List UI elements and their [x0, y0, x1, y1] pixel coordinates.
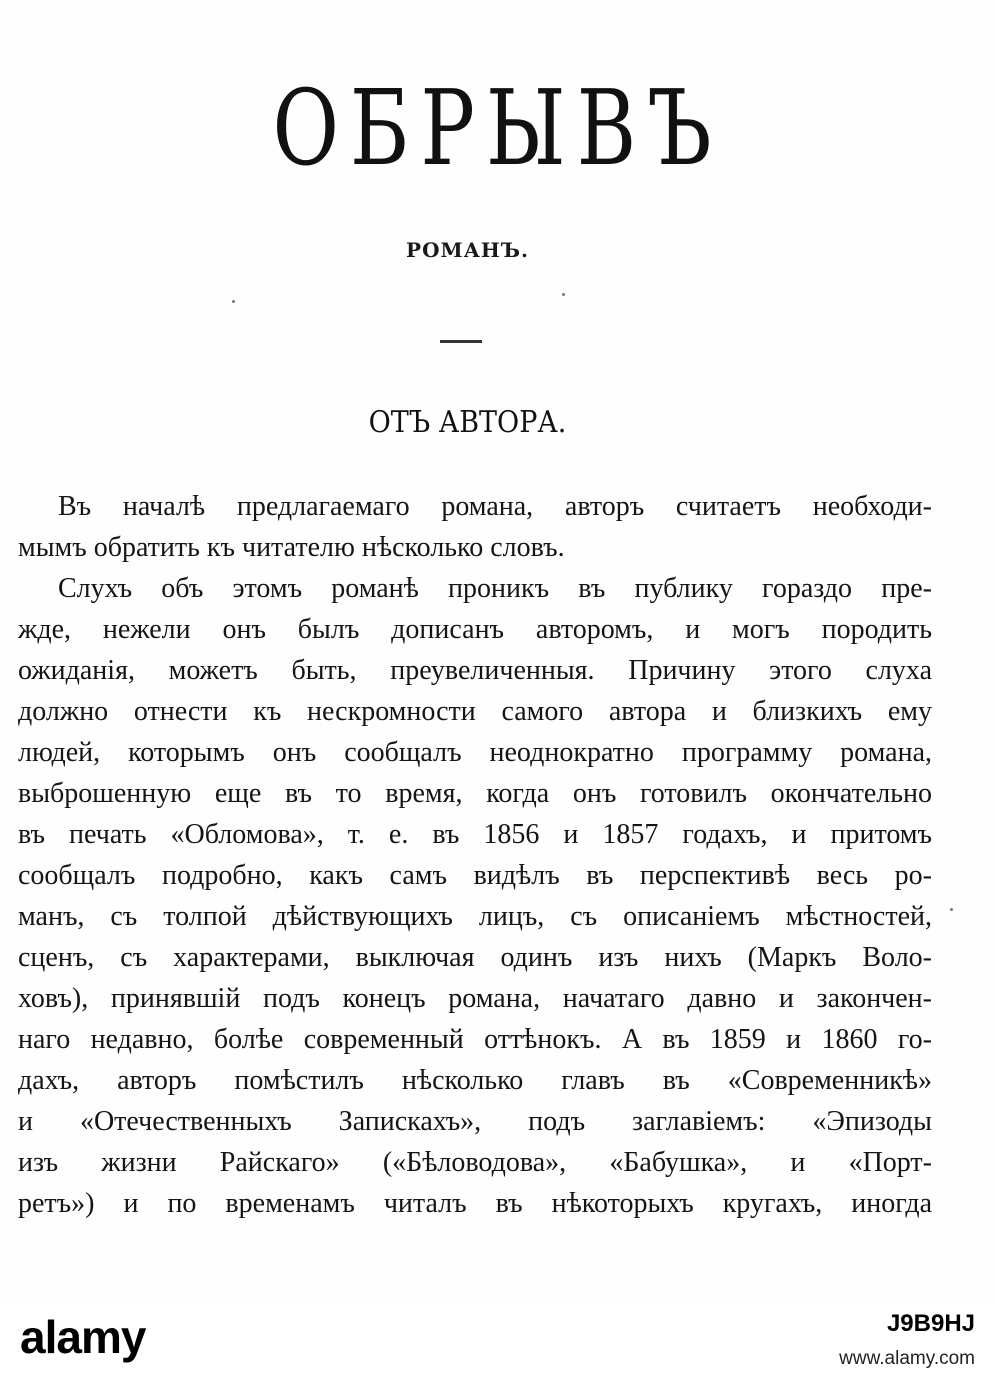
text-line: выброшенную еще въ то время, когда онъ готовилъ окончательно	[18, 778, 932, 809]
text-line: ретъ») и по временамъ читалъ въ нѣкоторыхъ кругахъ, иногда	[18, 1188, 932, 1219]
section-heading: ОТЪ АВТОРА.	[368, 405, 567, 440]
text-line: дахъ, авторъ помѣстилъ нѣсколько главъ въ «Современникѣ»	[18, 1065, 932, 1096]
text-line: Въ началѣ предлагаемаго романа, авторъ считаетъ необходи-	[58, 491, 932, 522]
text-line: должно отнести къ нескромности самого автора и близкихъ ему	[18, 696, 932, 727]
text-line: изъ жизни Райскаго» («Бѣловодова», «Бабушка», и «Порт-	[18, 1147, 932, 1178]
body-text	[18, 486, 932, 1224]
text-line: въ печать «Обломова», т. е. въ 1856 и 1857 годахъ, и притомъ	[18, 819, 932, 850]
stock-footer	[0, 1300, 995, 1390]
speck-mark	[562, 293, 565, 296]
book-title: ОБРЫВЪ	[272, 67, 723, 189]
text-line: сценъ, съ характерами, выключая одинъ изъ нихъ (Маркъ Воло-	[18, 942, 932, 973]
text-line: жде, нежели онъ былъ дописанъ авторомъ, и могъ породить	[18, 614, 932, 645]
text-line: и «Отечественныхъ Запискахъ», подъ заглавіемъ: «Эпизоды	[18, 1106, 932, 1137]
text-line: людей, которымъ онъ сообщалъ неоднократно программу романа,	[18, 737, 932, 768]
book-subtitle: РОМАНЪ.	[406, 238, 529, 262]
text-line: мымъ обратить къ читателю нѣсколько словъ.	[18, 532, 565, 563]
text-line: манъ, съ толпой дѣйствующихъ лицъ, съ описаніемъ мѣстностей,	[18, 901, 932, 932]
alamy-logo: alamy	[20, 1311, 146, 1363]
divider-rule	[440, 340, 482, 343]
text-line: Слухъ объ этомъ романѣ проникъ въ публику гораздо пре-	[58, 573, 932, 604]
speck-mark	[950, 908, 953, 911]
speck-mark	[232, 300, 235, 303]
text-line: сообщалъ подробно, какъ самъ видѣлъ въ перспективѣ весь ро-	[18, 860, 932, 891]
image-id: J9B9HJ	[886, 1310, 975, 1337]
site-url: www.alamy.com	[839, 1348, 975, 1369]
text-line: ожиданія, можетъ быть, преувеличенныя. Причину этого слуха	[18, 655, 932, 686]
text-line: наго недавно, болѣе современный оттѣнокъ. А въ 1859 и 1860 го-	[18, 1024, 932, 1055]
text-line: ховъ), принявшій подъ конецъ романа, начатаго давно и закончен-	[18, 983, 932, 1014]
